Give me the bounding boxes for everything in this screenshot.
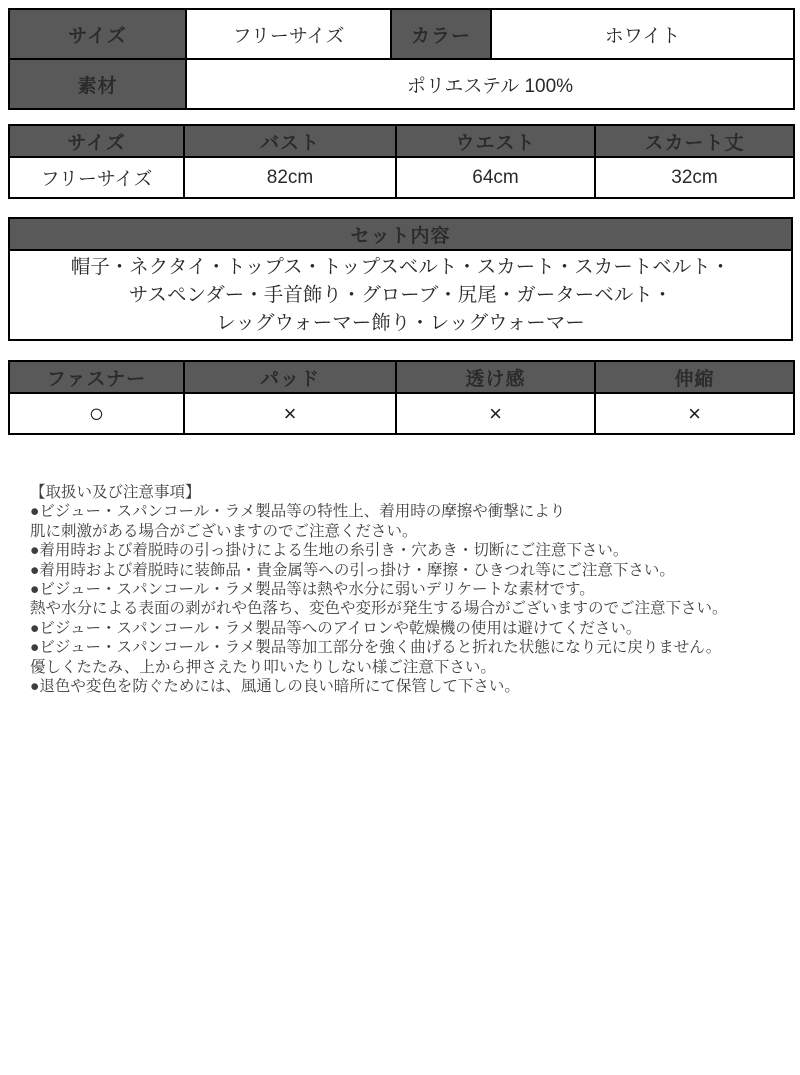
set-contents-line-2: サスペンダー・手首飾り・グローブ・尻尾・ガーターベルト・ (128, 284, 673, 306)
features-table (8, 360, 795, 435)
measurements-table (8, 124, 795, 199)
features-header-sheerness: 透け感 (396, 361, 595, 393)
size-value-cell: フリーサイズ (186, 9, 391, 59)
spec-row-size-color (9, 9, 794, 59)
spec-row-material (9, 59, 794, 109)
handling-note-line: 肌に刺激がある場合がございますのでご注意ください。 (30, 522, 418, 540)
measurements-header-bust: バスト (184, 125, 396, 157)
set-contents-body-row (9, 250, 792, 340)
material-label-cell: 素材 (9, 59, 186, 109)
handling-note-line: ●ビジュー・スパンコール・ラメ製品等は熱や水分に弱いデリケートな素材です。 (30, 580, 595, 598)
material-value-cell: ポリエステル 100% (186, 59, 794, 109)
set-contents-body (9, 250, 792, 340)
handling-note-line: 優しくたたみ、上から押さえたり叩いたりしない様ご注意下さい。 (30, 658, 496, 676)
features-header-stretch: 伸縮 (595, 361, 794, 393)
handling-note-line: ●ビジュー・スパンコール・ラメ製品等へのアイロンや乾燥機の使用は避けてください。 (30, 619, 642, 637)
spec-table (8, 8, 795, 110)
handling-note-line: ●着用時および着脱時に装飾品・貴金属等への引っ掛け・摩擦・ひきつれ等にご注意下さい。 (30, 561, 675, 579)
features-data-row (9, 393, 794, 434)
handling-note-line: ●ビジュー・スパンコール・ラメ製品等加工部分を強く曲げると折れた状態になり元に戻りません。 (30, 639, 722, 657)
measurements-header-skirt-length: スカート丈 (595, 125, 794, 157)
size-label-cell: サイズ (9, 9, 186, 59)
features-pad-mark: × (184, 393, 396, 434)
handling-note-line: ●退色や変色を防ぐためには、風通しの良い暗所にて保管して下さい。 (30, 677, 520, 695)
features-fastener-mark: ○ (9, 393, 184, 434)
set-contents-line-3: レッグウォーマー飾り・レッグウォーマー (216, 312, 585, 334)
features-header-row (9, 361, 794, 393)
measurements-header-waist: ウエスト (396, 125, 595, 157)
handling-notes-title: 【取扱い及び注意事項】 (30, 484, 201, 501)
color-value-cell: ホワイト (491, 9, 794, 59)
set-contents-header-row (9, 218, 792, 250)
measurements-header-row (9, 125, 794, 157)
handling-notes (30, 483, 790, 696)
measurements-skirt-length-value: 32cm (595, 157, 794, 198)
handling-note-line: ●ビジュー・スパンコール・ラメ製品等の特性上、着用時の摩擦や衝撃により (30, 503, 566, 521)
set-contents-line-1: 帽子・ネクタイ・トップス・トップスベルト・スカート・スカートベルト・ (70, 256, 731, 278)
measurements-data-row (9, 157, 794, 198)
features-sheerness-mark: × (396, 393, 595, 434)
measurements-waist-value: 64cm (396, 157, 595, 198)
set-contents-table (8, 217, 793, 341)
measurements-bust-value: 82cm (184, 157, 396, 198)
set-contents-title: セット内容 (9, 218, 792, 250)
handling-note-line: ●着用時および着脱時の引っ掛けによる生地の糸引き・穴あき・切断にご注意下さい。 (30, 542, 629, 560)
features-header-fastener: ファスナー (9, 361, 184, 393)
measurements-size-value: フリーサイズ (9, 157, 184, 198)
features-stretch-mark: × (595, 393, 794, 434)
features-header-pad: パッド (184, 361, 396, 393)
measurements-header-size: サイズ (9, 125, 184, 157)
handling-note-line: 熱や水分による表面の剥がれや色落ち、変色や変形が発生する場合がございますのでご注意下さい。 (30, 600, 728, 618)
color-label-cell: カラー (391, 9, 491, 59)
